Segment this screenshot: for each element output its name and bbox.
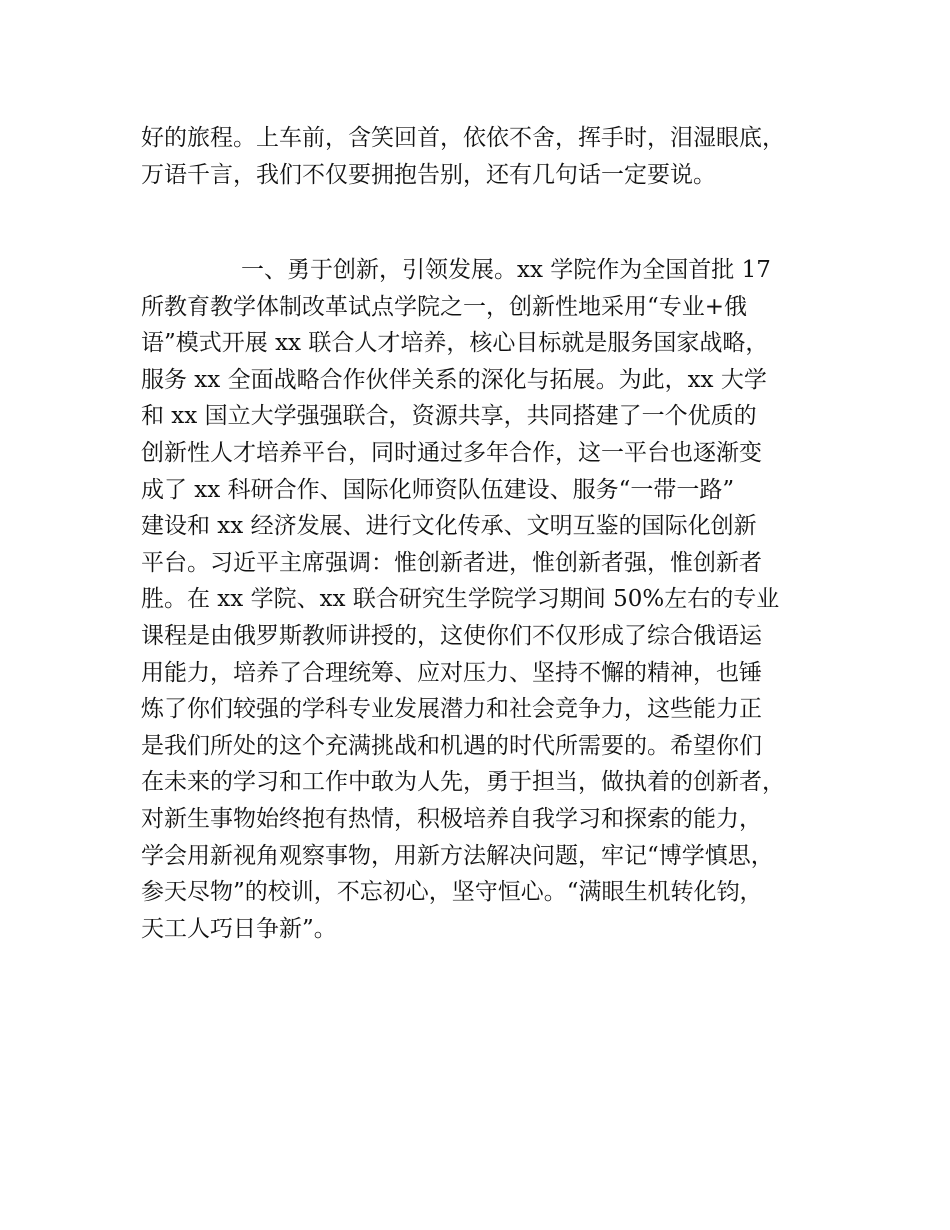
text-line: 成了 xx 科研合作、国际化师资队伍建设、服务“一带一路” xyxy=(141,476,735,503)
text-line: 所教育教学体制改革试点学院之一，创新性地采用“专业+俄 xyxy=(141,293,748,320)
text-line: 是我们所处的这个充满挑战和机遇的时代所需要的。希望你们 xyxy=(141,732,762,759)
paragraph-innovation xyxy=(141,252,841,947)
text-line: 语”模式开展 xx 联合人才培养，核心目标就是服务国家战略， xyxy=(141,330,769,357)
text-line: 服务 xx 全面战略合作伙伴关系的深化与拓展。为此，xx 大学 xyxy=(141,366,767,393)
text-line: 和 xx 国立大学强强联合，资源共享，共同搭建了一个优质的 xyxy=(141,403,757,430)
text-line: 万语千言，我们不仅要拥抱告别，还有几句话一定要说。 xyxy=(141,161,716,188)
text-line: 课程是由俄罗斯教师讲授的，这使你们不仅形成了综合俄语运 xyxy=(141,622,762,649)
text-line: 建设和 xx 经济发展、进行文化传承、文明互鉴的国际化创新 xyxy=(141,513,757,540)
text-line: 对新生事物始终抱有热情，积极培养自我学习和探索的能力， xyxy=(141,805,762,832)
text-line: 天工人巧日争新”。 xyxy=(141,915,337,942)
text-line: 一、勇于创新，引领发展。xx 学院作为全国首批 17 xyxy=(241,257,771,283)
text-line: 胜。在 xx 学院、xx 联合研究生学院学习期间 50%左右的专业 xyxy=(141,586,780,613)
text-line: 参天尽物”的校训，不忘初心，坚守恒心。“满眼生机转化钧， xyxy=(141,879,763,906)
text-line: 平台。习近平主席强调：惟创新者进，惟创新者强，惟创新者 xyxy=(141,549,762,576)
text-line: 炼了你们较强的学科专业发展潜力和社会竞争力，这些能力正 xyxy=(141,696,762,723)
text-line: 学会用新视角观察事物，用新方法解决问题，牢记“博学慎思， xyxy=(141,842,774,869)
text-line: 用能力，培养了合理统筹、应对压力、坚持不懈的精神，也锤 xyxy=(141,659,762,686)
text-line: 在未来的学习和工作中敢为人先，勇于担当，做执着的创新者， xyxy=(141,769,785,796)
text-line: 好的旅程。上车前，含笑回首，依依不舍，挥手时，泪湿眼底， xyxy=(141,125,785,151)
paragraph-closing-intro xyxy=(141,120,841,193)
text-line: 创新性人才培养平台，同时通过多年合作，这一平台也逐渐变 xyxy=(141,439,762,466)
